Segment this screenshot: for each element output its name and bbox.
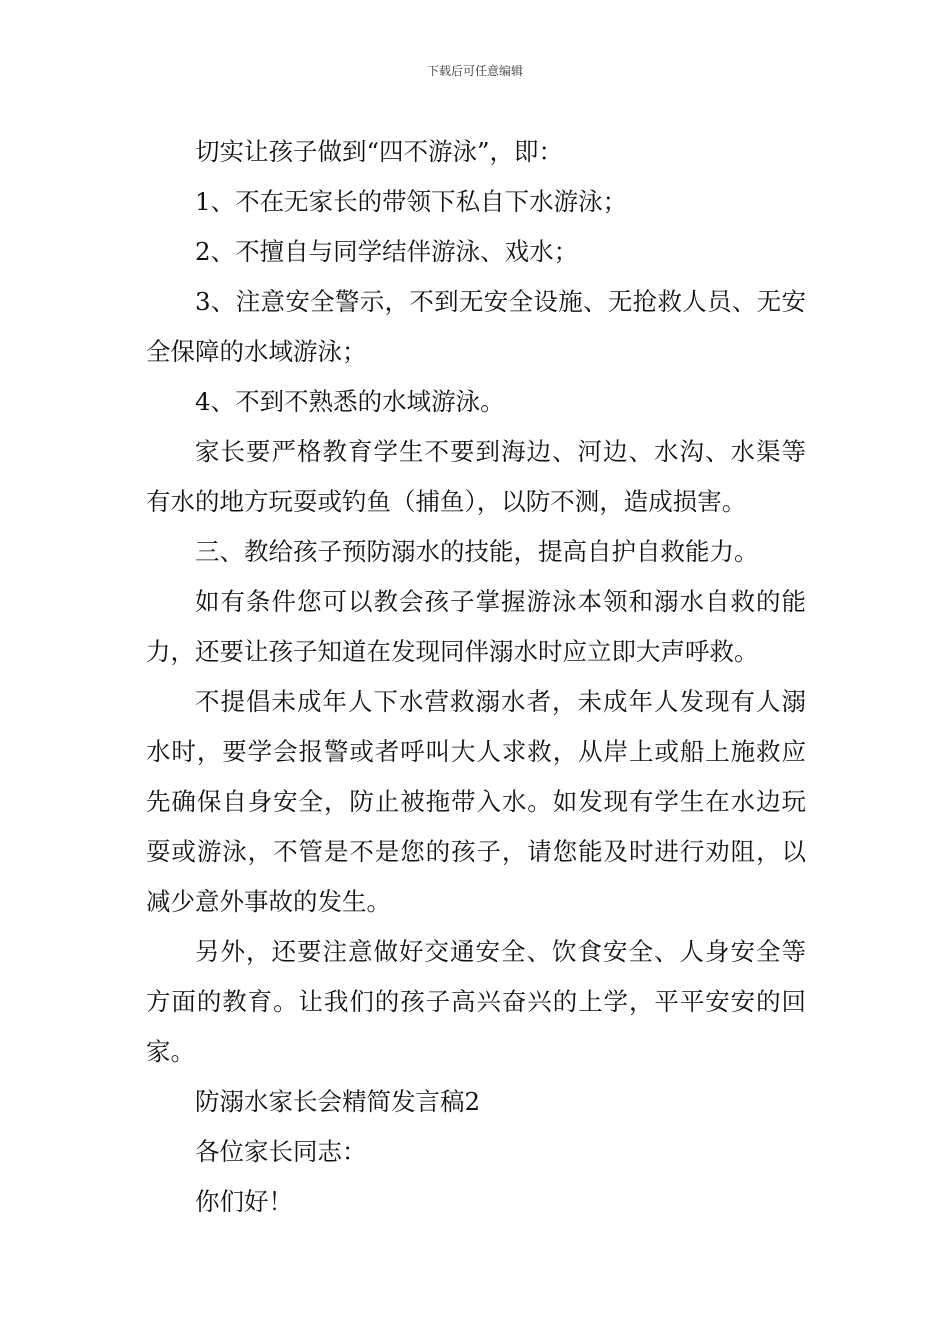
paragraph-rescue-advice: 不提倡未成年人下水营救溺水者，未成年人发现有人溺水时，要学会报警或者呼叫大人求救，从岸上或船上施救应先确保自身安全，防止被拖带入水。如发现有学生在水边玩耍或游泳，不管是不是您的孩子，请您能及时进行劝阻，以减少意外事故的发生。 xyxy=(146,687,806,916)
paragraph-rule-4: 4、不到不熟悉的水域游泳。 xyxy=(195,387,505,416)
paragraph-rule-3: 3、注意安全警示，不到无安全设施、无抢救人员、无安全保障的水域游泳； xyxy=(146,287,806,366)
paragraph-parent-education: 家长要严格教育学生不要到海边、河边、水沟、水渠等有水的地方玩耍或钓鱼（捕鱼），以防不测，造成损害。 xyxy=(146,437,806,516)
paragraph-speech-title: 防溺水家长会精简发言稿2 xyxy=(195,1087,481,1116)
paragraph-section-three-heading: 三、教给孩子预防溺水的技能，提高自护自救能力。 xyxy=(195,537,759,566)
paragraph-rule-2: 2、不擅自与同学结伴游泳、戏水； xyxy=(195,237,579,266)
paragraph-other-safety: 另外，还要注意做好交通安全、饮食安全、人身安全等方面的教育。让我们的孩子高兴奋兴的上学，平平安安的回家。 xyxy=(146,937,806,1066)
document-body xyxy=(146,127,806,1227)
paragraph-four-no-swimming: 切实让孩子做到“四不游泳”，即： xyxy=(195,137,564,166)
paragraph-rule-1: 1、不在无家长的带领下私自下水游泳； xyxy=(195,187,628,216)
paragraph-salutation: 各位家长同志： xyxy=(195,1137,367,1166)
page-header: 下载后可任意编辑 xyxy=(426,64,523,78)
paragraph-greeting: 你们好！ xyxy=(195,1187,293,1216)
paragraph-swimming-skills: 如有条件您可以教会孩子掌握游泳本领和溺水自救的能力，还要让孩子知道在发现同伴溺水时应立即大声呼救。 xyxy=(146,587,806,666)
